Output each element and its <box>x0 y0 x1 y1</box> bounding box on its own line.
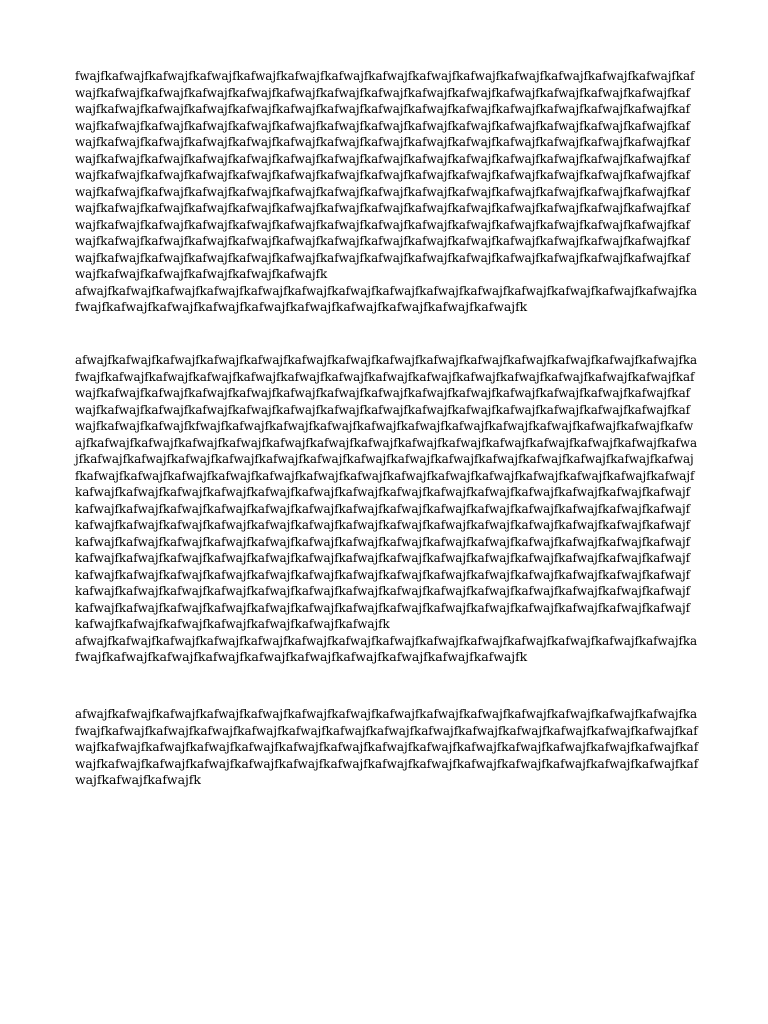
text-line: wajfkafwajfkafwajfkafwajfkafwajfkafwajfkafwajfkafwajfkafwajfkafwajfkafwajfkafwajfkafwajfkafwajfkaf <box>75 250 691 265</box>
text-line: wajfkafwajfkafwajfkafwajfkafwajfkafwajfkafwajfkafwajfkafwajfkafwajfkafwajfkafwajfkafwajfkafwajfkaf <box>75 201 691 215</box>
text-line: wajfkafwajfkafwajfkafwajfkafwajfkafwajfkafwajfkafwajfkafwajfkafwajfkafwajfkafwajfkafwajfkafwajfkaf <box>75 151 691 166</box>
text-line: kafwajfkafwajfkafwajfkafwajfkafwajfkafwajfkafwajfkafwajfkafwajfkafwajfkafwajfkafwajfkafwajfkafwajf <box>75 501 691 516</box>
text-line: wajfkafwajfkafwajfkafwajfkafwajfkafwajfkafwajfkafwajfkafwajfkafwajfkafwajfkafwajfkafwajfkafwajfkaf <box>75 756 699 771</box>
text-line: wajfkafwajfkafwajfkafwajfkafwajfkafwajfk <box>75 267 328 281</box>
text-line: afwajfkafwajfkafwajfkafwajfkafwajfkafwajfkafwajfkafwajfkafwajfkafwajfkafwajfkafwajfkafwajfkafwajfka <box>75 633 698 648</box>
text-line: wajfkafwajfkafwajfkafwajfkafwajfkafwajfkafwajfkafwajfkafwajfkafwajfkafwajfkafwajfkafwajfkafwajfkaf <box>75 184 691 199</box>
text-line: wajfkafwajfkafwajfkafwajfkafwajfkafwajfkafwajfkafwajfkafwajfkafwajfkafwajfkafwajfkafwajfkafwajfkaf <box>75 740 699 754</box>
text-line: kafwajfkafwajfkafwajfkafwajfkafwajfkafwajfkafwajfk <box>75 617 390 631</box>
text-line: wajfkafwajfkafwajfkfwajfkafwajfkafwajfkafwajfkafwajfkafwajfkafwajfkafwajfkafwajfkafwajfkafwajfkafw <box>75 419 694 433</box>
text-line: fwajfkafwajfkafwajfkafwajfkafwajfkafwajfkafwajfkafwajfkafwajfkafwajfk <box>75 649 528 664</box>
text-line: wajfkafwajfkafwajfk <box>75 772 201 787</box>
paragraph-2 <box>75 352 697 666</box>
text-line: afwajfkafwajfkafwajfkafwajfkafwajfkafwajfkafwajfkafwajfkafwajfkafwajfkafwajfkafwajfkafwajfkafwajfka <box>75 353 698 367</box>
text-line: kafwajfkafwajfkafwajfkafwajfkafwajfkafwajfkafwajfkafwajfkafwajfkafwajfkafwajfkafwajfkafwajfkafwajf <box>75 518 691 532</box>
text-line: jfkafwajfkafwajfkafwajfkafwajfkafwajfkafwajfkafwajfkafwajfkafwajfkafwajfkafwajfkafwajfkafwajfkafwaj <box>75 452 694 466</box>
text-line: kafwajfkafwajfkafwajfkafwajfkafwajfkafwajfkafwajfkafwajfkafwajfkafwajfkafwajfkafwajfkafwajfkafwajf <box>75 584 691 598</box>
text-line: wajfkafwajfkafwajfkafwajfkafwajfkafwajfkafwajfkafwajfkafwajfkafwajfkafwajfkafwajfkafwajfkafwajfkaf <box>75 102 691 116</box>
text-line: wajfkafwajfkafwajfkafwajfkafwajfkafwajfkafwajfkafwajfkafwajfkafwajfkafwajfkafwajfkafwajfkafwajfkaf <box>75 85 691 100</box>
text-line: afwajfkafwajfkafwajfkafwajfkafwajfkafwajfkafwajfkafwajfkafwajfkafwajfkafwajfkafwajfkafwajfkafwajfka <box>75 707 698 721</box>
text-line: kafwajfkafwajfkafwajfkafwajfkafwajfkafwajfkafwajfkafwajfkafwajfkafwajfkafwajfkafwajfkafwajfkafwajf <box>75 534 691 549</box>
text-line: fwajfkafwajfkafwajfkafwajfkafwajfkafwajfkafwajfkafwajfkafwajfkafwajfkafwajfkafwajfkafwajfkafwajfkaf <box>75 69 695 83</box>
text-line: wajfkafwajfkafwajfkafwajfkafwajfkafwajfkafwajfkafwajfkafwajfkafwajfkafwajfkafwajfkafwajfkafwajfkaf <box>75 386 691 400</box>
paragraph-3 <box>75 706 698 789</box>
text-line: kafwajfkafwajfkafwajfkafwajfkafwajfkafwajfkafwajfkafwajfkafwajfkafwajfkafwajfkafwajfkafwajfkafwajf <box>75 485 691 499</box>
text-line: kafwajfkafwajfkafwajfkafwajfkafwajfkafwajfkafwajfkafwajfkafwajfkafwajfkafwajfkafwajfkafwajfkafwajf <box>75 551 691 565</box>
paragraph-1 <box>75 68 697 316</box>
text-line: fwajfkafwajfkafwajfkafwajfkafwajfkafwajfkafwajfkafwajfkafwajfkafwajfkafwajfkafwajfkafwajfkafwajfkaf <box>75 369 695 384</box>
text-line: wajfkafwajfkafwajfkafwajfkafwajfkafwajfkafwajfkafwajfkafwajfkafwajfkafwajfkafwajfkafwajfkafwajfkaf <box>75 135 691 149</box>
text-line: wajfkafwajfkafwajfkafwajfkafwajfkafwajfkafwajfkafwajfkafwajfkafwajfkafwajfkafwajfkafwajfkafwajfkaf <box>75 217 691 232</box>
text-line: ajfkafwajfkafwajfkafwajfkafwajfkafwajfkafwajfkafwajfkafwajfkafwajfkafwajfkafwajfkafwajfkafwajfkafwa <box>75 435 698 450</box>
text-line: fkafwajfkafwajfkafwajfkafwajfkafwajfkafwajfkafwajfkafwajfkafwajfkafwajfkafwajfkafwajfkafwajfkafwajf <box>75 468 695 483</box>
text-line: wajfkafwajfkafwajfkafwajfkafwajfkafwajfkafwajfkafwajfkafwajfkafwajfkafwajfkafwajfkafwajfkafwajfkaf <box>75 168 691 182</box>
text-line: wajfkafwajfkafwajfkafwajfkafwajfkafwajfkafwajfkafwajfkafwajfkafwajfkafwajfkafwajfkafwajfkafwajfkaf <box>75 234 691 248</box>
text-line: afwajfkafwajfkafwajfkafwajfkafwajfkafwajfkafwajfkafwajfkafwajfkafwajfkafwajfkafwajfkafwajfkafwajfka <box>75 283 698 298</box>
text-line: fwajfkafwajfkafwajfkafwajfkafwajfkafwajfkafwajfkafwajfkafwajfkafwajfk <box>75 299 528 314</box>
text-line: fwajfkafwajfkafwajfkafwajfkafwajfkafwajfkafwajfkafwajfkafwajfkafwajfkafwajfkafwajfkafwajfkafwajfkaf <box>75 723 698 738</box>
text-line: kafwajfkafwajfkafwajfkafwajfkafwajfkafwajfkafwajfkafwajfkafwajfkafwajfkafwajfkafwajfkafwajfkafwajf <box>75 600 691 615</box>
text-line: wajfkafwajfkafwajfkafwajfkafwajfkafwajfkafwajfkafwajfkafwajfkafwajfkafwajfkafwajfkafwajfkafwajfkaf <box>75 118 691 133</box>
text-line: wajfkafwajfkafwajfkafwajfkafwajfkafwajfkafwajfkafwajfkafwajfkafwajfkafwajfkafwajfkafwajfkafwajfkaf <box>75 402 691 417</box>
text-line: kafwajfkafwajfkafwajfkafwajfkafwajfkafwajfkafwajfkafwajfkafwajfkafwajfkafwajfkafwajfkafwajfkafwajf <box>75 567 691 582</box>
